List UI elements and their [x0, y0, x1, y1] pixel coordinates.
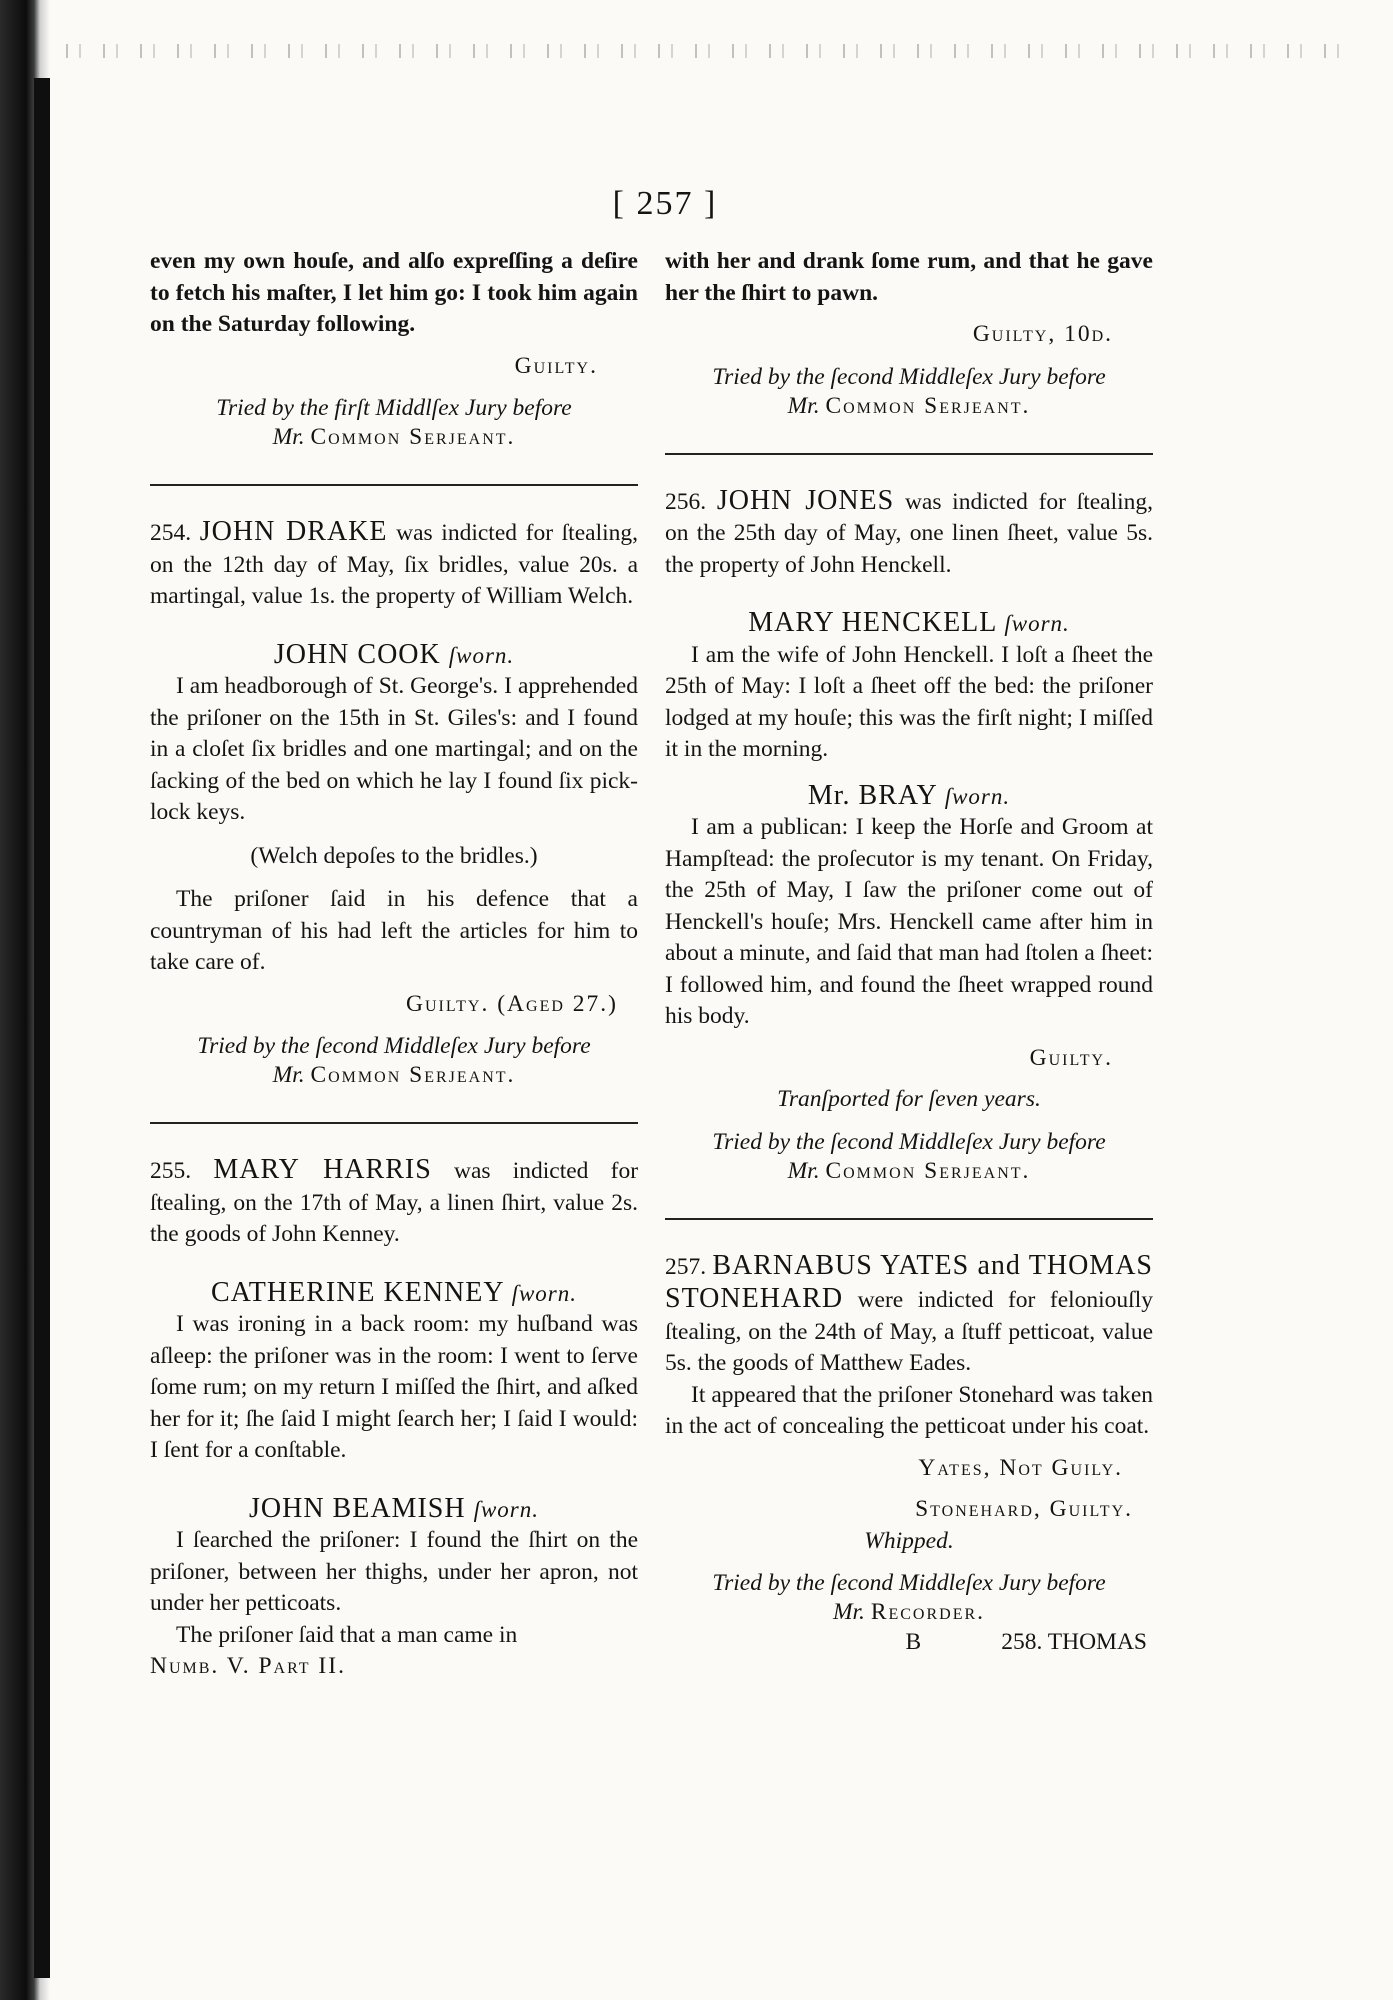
- page-edge-shadow: [34, 78, 50, 1978]
- indictment-text: was indicted for ſtealing, on the 25th day of May, one linen ſheet, value 5s. the property of John Henckell.: [665, 488, 1154, 578]
- catchword: 258. THOMAS: [1001, 1629, 1147, 1655]
- signature-mark: B: [905, 1629, 922, 1655]
- witness-name: Mr. BRAY: [807, 779, 937, 811]
- verdict: Yates, Not Guily.: [918, 1454, 1123, 1481]
- sentence: Tranſported for ſeven years.: [777, 1086, 1041, 1112]
- case-number: 254.: [150, 520, 192, 546]
- trial-note-line: Tried by the ſecond Middleſex Jury before: [197, 1033, 591, 1059]
- witness-name: MARY HENCKELL: [748, 607, 997, 638]
- trial-note-office: Common Serjeant.: [310, 1062, 516, 1088]
- trial-note: [665, 1569, 1153, 1627]
- witness-heading: [150, 1493, 638, 1526]
- section-divider: [665, 453, 1153, 455]
- trial-note-line: Tried by the firſt Middlſex Jury before: [216, 395, 572, 421]
- trial-note-line: Tried by the ſecond Middleſex Jury before: [712, 1128, 1106, 1155]
- witness-heading: [150, 639, 638, 672]
- trial-note: [150, 1032, 638, 1090]
- trial-note: [665, 363, 1153, 421]
- trial-note-office: Common Serjeant.: [310, 424, 516, 450]
- case-number: 256.: [665, 488, 707, 515]
- trial-note-mr: Mr.: [787, 392, 820, 419]
- section-divider: [665, 1218, 1153, 1220]
- trial-note-office: Common Serjeant.: [825, 392, 1031, 419]
- sentence: Whipped.: [864, 1527, 954, 1554]
- sworn-label: ſworn.: [511, 1280, 578, 1306]
- testimony: I am a publican: I keep the Horſe and Groom at Hampſtead: the proſecutor is my tenant. On Friday, the 25th of May, I ſaw the priſoner come out of Henckell's houſe; Mrs. Henckell came after him in about a minute, and ſaid that man had ſtolen a ſheet: I followed him, and found the ſheet wrapped round his body.: [665, 814, 1153, 1029]
- sworn-label: ſworn.: [473, 1496, 539, 1522]
- indictment-text: was indicted for ſtealing, on the 12th day of May, ſix bridles, value 20s. a martingal, value 1s. the property of William Welch.: [150, 520, 638, 609]
- indictment-text: was indicted for ſtealing, on the 17th of May, a linen ſhirt, value 2s. the goods of John Kenney.: [150, 1158, 639, 1247]
- verdict: Guilty, 10d.: [972, 321, 1113, 347]
- case-256: [665, 485, 1153, 582]
- section-divider: [150, 484, 638, 486]
- case-number: 255.: [150, 1158, 192, 1184]
- testimony: I was ironing in a back room: my huſband was aſleep: the priſoner was in the room: I went to ſerve ſome rum; on my return I miſſed the ſhirt, and aſked her for it; ſhe ſaid I might ſearch her; I ſaid I would: I ſent for a conſtable.: [150, 1311, 638, 1463]
- indictment-text: were indicted for feloniouſly ſtealing, on the 24th of May, a ſtuff petticoat, value 5s. the goods of Matthew Eades.: [665, 1287, 1153, 1376]
- verdict: Guilty. (Aged 27.): [406, 990, 618, 1017]
- verdict: Stonehard, Guilty.: [915, 1496, 1133, 1522]
- trial-note-mr: Mr.: [832, 1599, 865, 1625]
- witness-heading: [665, 607, 1153, 640]
- continued-testimony: even my own houſe, and alſo expreſſing a deſire to fetch his maſter, I let him go: I took him again on the Saturday following.: [150, 248, 638, 337]
- defence-statement: The priſoner ſaid in his defence that a countryman of his had left the articles for him to take care of.: [150, 886, 638, 975]
- left-column: [150, 246, 638, 1683]
- witness-name: CATHERINE KENNEY: [210, 1276, 504, 1308]
- case-number: 257.: [665, 1253, 707, 1280]
- scan-noise: [60, 44, 1340, 58]
- defence-statement: The priſoner ſaid that a man came in: [176, 1621, 518, 1648]
- trial-note-mr: Mr.: [272, 424, 305, 450]
- witness-heading: [150, 1277, 638, 1310]
- sworn-label: ſworn.: [1004, 611, 1070, 636]
- witness-name: JOHN BEAMISH: [248, 1492, 466, 1524]
- page-number: [ 257 ]: [612, 185, 718, 222]
- case-255: [150, 1154, 638, 1251]
- signature-footer: Numb. V. Part II.: [150, 1653, 346, 1679]
- page-footer: [665, 1627, 1153, 1659]
- testimony: I am the wife of John Henckell. I loſt a ſheet the 25th of May: I loſt a ſheet off the bed: the priſoner lodged at my houſe; this was the firſt night; I miſſed it in the morning.: [665, 641, 1153, 762]
- sworn-label: ſworn.: [448, 642, 515, 668]
- trial-note-office: Recorder.: [870, 1599, 986, 1625]
- testimony: I ſearched the priſoner: I found the ſhirt on the priſoner, between her thighs, under her apron, not under her petticoats.: [150, 1527, 638, 1616]
- witness-heading: [665, 780, 1153, 813]
- verdict: Guilty.: [514, 352, 598, 379]
- trial-note: [665, 1128, 1153, 1186]
- trial-note-line: Tried by the ſecond Middleſex Jury before: [712, 1570, 1106, 1596]
- defendant-names: BARNABUS YATES and THOMAS STONEHARD: [665, 1249, 1153, 1314]
- verdict: Guilty.: [1029, 1044, 1113, 1071]
- trial-note-mr: Mr.: [272, 1062, 305, 1088]
- defendant-name: MARY HARRIS: [213, 1154, 432, 1185]
- trial-note-office: Common Serjeant.: [825, 1157, 1031, 1184]
- testimony: I am headborough of St. George's. I apprehended the priſoner on the 15th in St. Giles's: and I found in a cloſet ſix bridles and one martingal; and on the ſacking of the bed on which he lay I found ſix pick-lock keys.: [150, 673, 638, 825]
- deposition-note: (Welch depoſes to the bridles.): [250, 842, 538, 869]
- section-divider: [150, 1122, 638, 1124]
- case-254: [150, 516, 638, 613]
- right-column: [665, 246, 1153, 1659]
- case-257: [665, 1250, 1153, 1380]
- witness-name: JOHN COOK: [273, 638, 441, 670]
- continued-testimony: with her and drank ſome rum, and that he gave her the ſhirt to pawn.: [665, 248, 1153, 306]
- defendant-name: JOHN DRAKE: [199, 516, 388, 547]
- sworn-label: ſworn.: [944, 783, 1011, 809]
- trial-note-mr: Mr.: [787, 1157, 820, 1184]
- defendant-name: JOHN JONES: [716, 484, 895, 516]
- trial-note: [150, 394, 638, 452]
- case-finding: It appeared that the priſoner Stonehard was taken in the act of concealing the petticoat under his coat.: [665, 1381, 1153, 1439]
- trial-note-line: Tried by the ſecond Middleſex Jury before: [712, 363, 1106, 390]
